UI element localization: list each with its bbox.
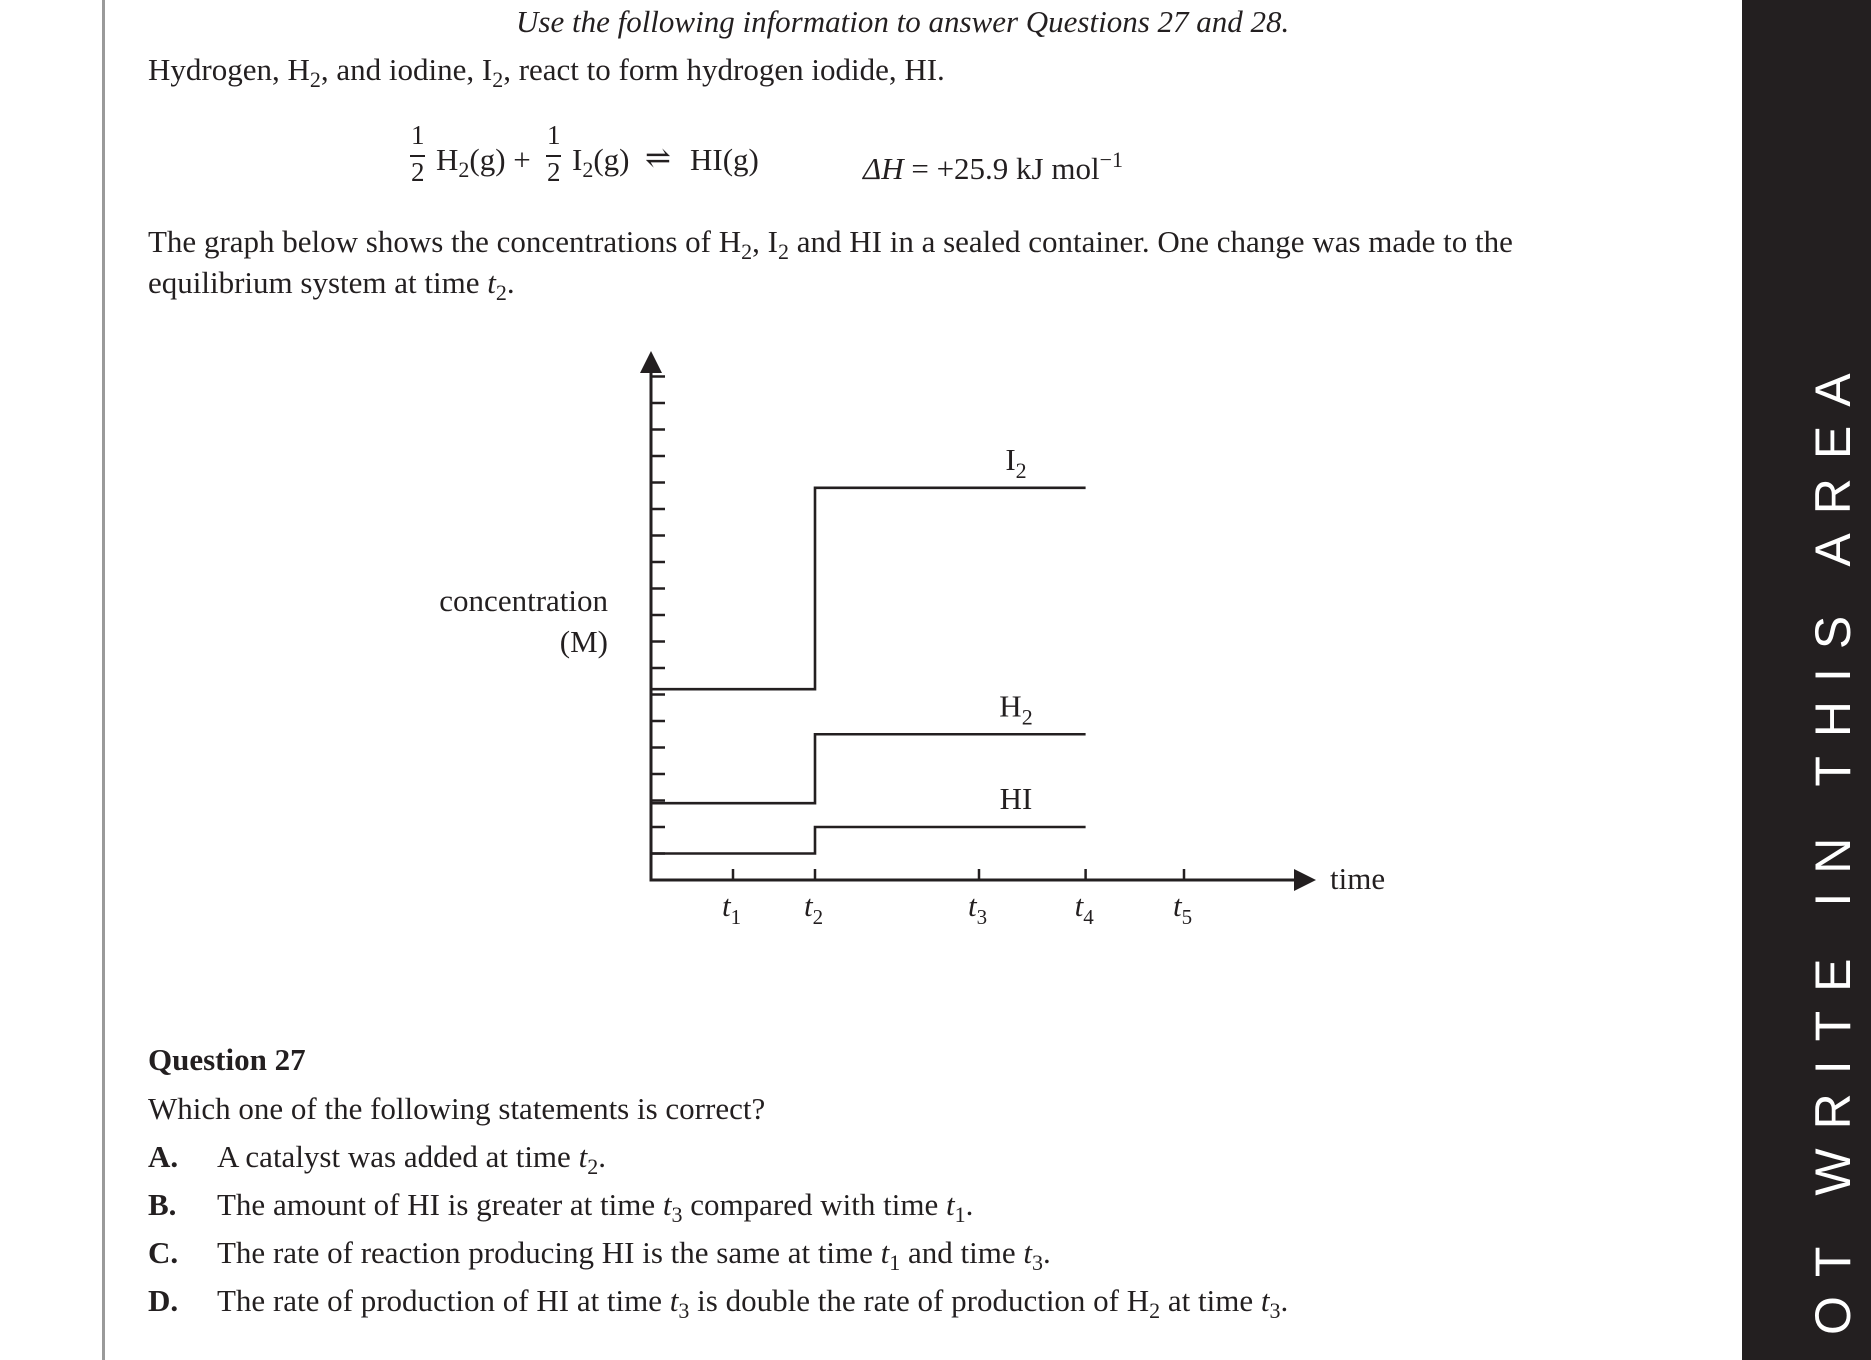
option-b-text[interactable]: The amount of HI is greater at time $t_3$ compared with time $t_1$. (217, 1187, 974, 1227)
x-tick-label-t2: $t_2$ (804, 888, 824, 929)
y-axis-arrowhead (640, 351, 662, 373)
series-line-HI (651, 827, 1086, 854)
question-title: Question 27 (148, 1042, 306, 1077)
option-c-letter[interactable]: C. (148, 1235, 179, 1270)
option-a-letter[interactable]: A. (148, 1139, 179, 1174)
equilibrium-arrow: ⇌ (645, 140, 671, 175)
series-label-H2: $H_2$ (999, 688, 1033, 730)
series-label-I2: $I_2$ (1005, 441, 1027, 483)
option-c-text[interactable]: The rate of reaction producing HI is the same at time $t_1$ and time $t_3$. (217, 1235, 1051, 1275)
do-not-write-banner: OT WRITE IN THIS AREA (1805, 354, 1861, 1335)
reaction-description: Hydrogen, $H_2$, and iodine, $I_2$, react to form hydrogen iodide, HI. (148, 52, 945, 92)
option-d-text[interactable]: The rate of production of HI at time $t_3$ is double the rate of production of $H_2$ at time $t_3$. (217, 1283, 1289, 1323)
intro-text: Use the following information to answer Questions 27 and 28. (516, 4, 1290, 39)
question-stem: Which one of the following statements is correct? (148, 1091, 766, 1126)
option-a-text[interactable]: A catalyst was added at time $t_2$. (217, 1139, 606, 1179)
option-d-letter[interactable]: D. (148, 1283, 179, 1318)
x-tick-label-t5: $t_5$ (1173, 888, 1193, 929)
x-tick-label-t4: $t_4$ (1074, 888, 1094, 929)
x-tick-label-t3: $t_3$ (968, 888, 988, 929)
x-tick-label-t1: $t_1$ (722, 888, 742, 929)
series-line-I2 (651, 488, 1086, 689)
graph-description-line-1: The graph below shows the concentrations of $H_2$, $I_2$ and HI in a sealed container. One change was made to the (148, 224, 1513, 264)
series-label-HI: HI (999, 781, 1033, 816)
y-axis-unit: (M) (559, 624, 608, 659)
graph-description-line-2: equilibrium system at time $t_2$. (148, 265, 515, 305)
y-axis-label: concentration (439, 583, 608, 618)
x-axis-label: time (1330, 861, 1386, 896)
option-b-letter[interactable]: B. (148, 1187, 177, 1222)
x-axis-arrowhead (1294, 869, 1316, 891)
